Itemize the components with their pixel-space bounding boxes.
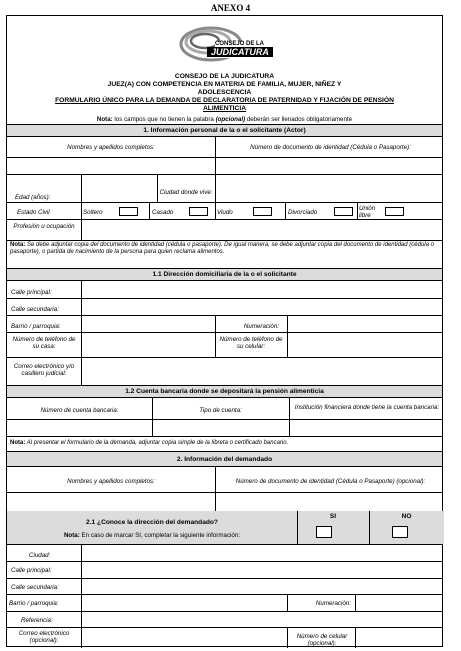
s2-names-label: Nombres y apellidos completos: xyxy=(67,478,155,485)
header-line5: ALIMENTICIA xyxy=(202,105,247,112)
s1-casado-label: Casado xyxy=(152,209,174,216)
logo-line2: JUDICATURA xyxy=(207,47,273,57)
s1-divorciado-checkbox[interactable] xyxy=(334,207,353,216)
s1-union-checkbox[interactable] xyxy=(385,207,404,216)
section1-title: 1. Información personal de la o el solicitante (Actor) xyxy=(7,124,442,137)
s12-account-number-input[interactable] xyxy=(7,419,152,436)
s11-cell-phone-input[interactable] xyxy=(288,332,444,357)
header-line4: FORMULARIO ÚNICO PARA LA DEMANDA DE DECLARATORIA DE PATERNIDAD Y FIJACIÓN DE PENSIÓN xyxy=(55,97,394,104)
s1-city-input[interactable] xyxy=(216,174,444,202)
s12-account-type-label: Tipo de cuenta: xyxy=(199,407,242,414)
s11-main-street-label: Calle principal: xyxy=(11,289,52,296)
s11-cell-phone-label: Número de teléfono de su celular: xyxy=(219,336,283,350)
s1-viudo-checkbox[interactable] xyxy=(253,207,272,216)
s1-id-label: Número de documento de identidad (Cédula o Pasaporte): xyxy=(250,144,411,151)
s11-secondary-street-label: Calle secundaria: xyxy=(11,306,59,313)
s1-age-input[interactable] xyxy=(82,174,157,202)
s21-secondary-street-label: Calle secundaria: xyxy=(11,584,59,591)
s1-viudo-label: Viudo xyxy=(217,209,233,216)
s11-secondary-street-input[interactable] xyxy=(82,298,444,315)
s1-profession-label: Profesión u ocupación xyxy=(13,223,75,230)
s1-note: Nota: Se debe adjuntar copia del documento de identidad (cédula o pasaporte). De igual manera, se debe adjuntar copia del documento de identidad (cédula o pasaporte), o partida de nacimiento de la persona para quien reclama alimentos. xyxy=(10,242,434,255)
s21-main-street-label: Calle principal: xyxy=(11,567,52,574)
s11-home-phone-label: Número de teléfono de su casa: xyxy=(12,336,76,350)
s11-numbering-label: Numeración: xyxy=(243,323,279,330)
s12-account-type-input[interactable] xyxy=(153,419,289,436)
s21-question-band xyxy=(7,511,297,544)
s11-numbering-input[interactable] xyxy=(288,315,444,332)
s1-city-label: Ciudad donde vive: xyxy=(159,189,213,196)
s12-note: Nota: Al presentar el formulario de la demanda, adjuntar copia simple de la libreta o certificado bancario. xyxy=(10,440,289,446)
s21-city-label: Ciudad: xyxy=(29,552,51,559)
s1-names-label: Nombres y apellidos completos: xyxy=(67,144,155,151)
s21-reference-label: Referencia: xyxy=(21,617,53,624)
s1-civil-label: Estado Civil xyxy=(17,209,50,216)
s21-no-checkbox[interactable] xyxy=(392,526,408,538)
s21-email-input[interactable] xyxy=(82,627,287,648)
top-note: Nota: los campos que no tienen la palabra (opcional) deberán ser llenados obligatoriamente xyxy=(96,116,353,123)
s21-no-label: NO xyxy=(401,513,412,520)
s21-reference-input[interactable] xyxy=(82,611,444,627)
s1-divorciado-label: Divorciado xyxy=(288,209,318,216)
s21-secondary-street-input[interactable] xyxy=(82,578,444,594)
s12-institution-input[interactable] xyxy=(290,419,444,436)
s1-names-input[interactable] xyxy=(7,157,215,174)
header-line2: JUEZ(A) CON COMPETENCIA EN MATERIA DE FAMILIA, MUJER, NIÑEZ Y xyxy=(107,81,342,88)
section2-title: 2. Información del demandado xyxy=(7,451,442,467)
s1-union-label: Unión libre xyxy=(359,205,376,219)
section12-title: 1.2 Cuenta bancaria donde se depositará la pensión alimenticia xyxy=(7,385,442,398)
s2-names-input[interactable] xyxy=(7,492,215,511)
logo-line1: CONSEJO DE LA xyxy=(215,41,265,47)
s1-soltero-label: Soltero xyxy=(83,209,103,216)
s21-note: Nota: En caso de marcar SI, completar la siguiente información: xyxy=(63,532,241,539)
s21-city-input[interactable] xyxy=(82,544,444,561)
judicatura-logo xyxy=(175,24,275,64)
s21-main-street-input[interactable] xyxy=(82,561,444,578)
s1-age-label: Edad (años): xyxy=(15,194,51,201)
s12-institution-label: Institución financiera donde tiene la cuenta bancaria: xyxy=(294,404,440,411)
s11-neighborhood-input[interactable] xyxy=(82,315,215,332)
s12-account-number-label: Número de cuenta bancaria: xyxy=(40,407,119,414)
s21-yes-checkbox[interactable] xyxy=(316,526,332,538)
s21-neighborhood-label: Barrio / parroquia: xyxy=(9,600,59,607)
s21-neighborhood-input[interactable] xyxy=(82,594,287,611)
s11-email-label: Correo electrónico y/o casillero judicial: xyxy=(13,363,75,377)
s11-home-phone-input[interactable] xyxy=(82,332,215,357)
s1-casado-checkbox[interactable] xyxy=(189,207,208,216)
s11-main-street-input[interactable] xyxy=(82,281,444,298)
s1-soltero-checkbox[interactable] xyxy=(119,207,138,216)
s21-question: 2.1 ¿Conoce la dirección del demandado? xyxy=(86,519,218,526)
header-line3: ADOLESCENCIA xyxy=(197,89,252,96)
s11-neighborhood-label: Barrio / parroquia: xyxy=(11,323,61,330)
s11-email-input[interactable] xyxy=(82,357,444,385)
form xyxy=(6,15,443,647)
section11-title: 1.1 Dirección domiciliaria de la o el solicitante xyxy=(7,268,442,281)
s21-numbering-input[interactable] xyxy=(356,594,444,611)
s21-cell-label: Número de celular (opcional): xyxy=(296,633,348,647)
s21-numbering-label: Numeración: xyxy=(315,600,351,607)
s1-profession-input[interactable] xyxy=(82,219,444,240)
s21-yes-label: SI xyxy=(329,513,337,520)
s2-id-input[interactable] xyxy=(216,492,444,511)
header-line1: CONSEJO DE LA JUDICATURA xyxy=(174,73,275,80)
s21-email-label: Correo electrónico (opcional): xyxy=(18,630,70,644)
annex-title: ANEXO 4 xyxy=(210,3,251,13)
s2-id-label: Número de documento de identidad (Cédula o Pasaporte) (opcional): xyxy=(235,478,426,485)
s21-cell-input[interactable] xyxy=(356,627,444,648)
s1-id-input[interactable] xyxy=(216,157,444,174)
